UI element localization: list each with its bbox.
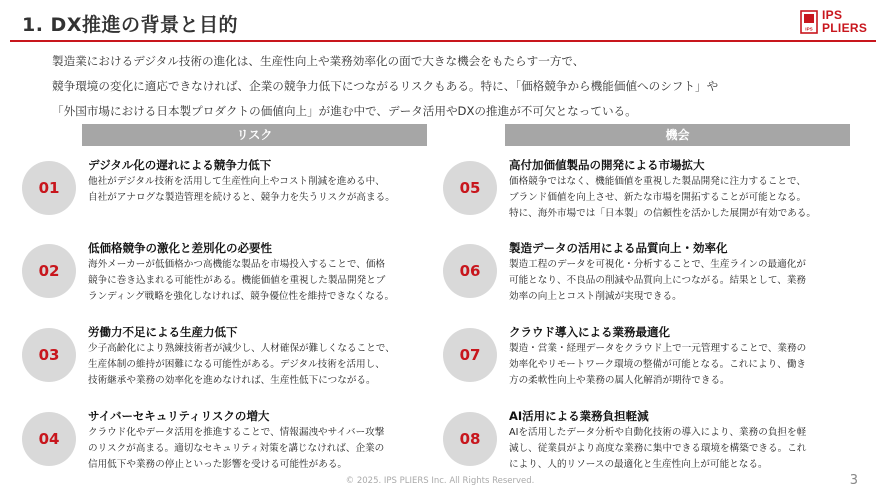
- item-description: [88, 257, 430, 305]
- item-heading: クラウド導入による業務最適化: [509, 325, 670, 339]
- svg-text:IPS: IPS: [805, 26, 813, 32]
- number-badge: 06: [443, 244, 497, 298]
- description-line: 少子高齢化により熟練技術者が減少し、人材確保が難しくなることで、: [88, 343, 395, 354]
- description-line: 効率化やリモートワーク環境の整備が可能となる。これにより、働き: [509, 359, 807, 370]
- opportunity-item: [443, 240, 833, 320]
- item-description: [509, 174, 851, 222]
- number-badge: 01: [22, 161, 76, 215]
- opportunity-column-header: 機会: [505, 124, 850, 146]
- description-line: 製造工程のデータを可視化・分析することで、生産ラインの最適化が: [509, 259, 806, 270]
- description-line: 方の柔軟性向上や業務の属人化解消が期待できる。: [509, 375, 730, 386]
- item-heading: 労働力不足による生産力低下: [88, 325, 238, 339]
- item-description: [509, 257, 851, 305]
- description-line: 自社がアナログな製造管理を続けると、競争力を失うリスクが高まる。: [88, 192, 395, 203]
- company-logo: [800, 9, 870, 37]
- page-number: 3: [849, 473, 858, 488]
- description-line: クラウド化やデータ活用を推進することで、情報漏洩やサイバー攻撃: [88, 427, 385, 438]
- description-line: AIを活用したデータ分析や自動化技術の導入により、業務の負担を軽: [509, 427, 807, 438]
- description-line: により、人的リソースの最適化と生産性向上が可能となる。: [509, 459, 768, 470]
- item-heading: デジタル化の遅れによる競争力低下: [88, 158, 272, 172]
- description-line: 海外メーカーが低価格かつ高機能な製品を市場投入することで、価格: [88, 259, 386, 270]
- opportunity-item: [443, 157, 833, 237]
- item-description: [509, 341, 851, 389]
- description-line: 製造・営業・経理データをクラウド上で一元管理することで、業務の: [509, 343, 807, 354]
- item-heading: 高付加価値製品の開発による市場拡大: [509, 158, 705, 172]
- description-line: 生産体制の維持が困難になる可能性がある。デジタル技術を活用し、: [88, 359, 385, 370]
- description-line: 効率の向上とコスト削減が実現できる。: [509, 291, 682, 302]
- page-title: 1. DX推進の背景と目的: [22, 14, 238, 36]
- intro-line: 製造業におけるデジタル技術の進化は、生産性向上や業務効率化の面で大きな機会をもたらす一方で、: [52, 54, 585, 68]
- number-badge: 05: [443, 161, 497, 215]
- number-badge: 02: [22, 244, 76, 298]
- item-heading: AI活用による業務負担軽減: [509, 409, 649, 423]
- title-divider: [10, 40, 876, 42]
- item-description: [88, 174, 430, 206]
- item-description: [88, 341, 430, 389]
- description-line: 減し、従業員がより高度な業務に集中できる環境を構築できる。これ: [509, 443, 807, 454]
- number-badge: 04: [22, 412, 76, 466]
- item-heading: サイバーセキュリティリスクの増大: [88, 409, 270, 423]
- number-badge: 03: [22, 328, 76, 382]
- item-heading: 製造データの活用による品質向上・効率化: [509, 241, 728, 255]
- item-description: [509, 425, 851, 473]
- number-badge: 08: [443, 412, 497, 466]
- description-line: 特に、海外市場では「日本製」の信頼性を活かした展開が有効である。: [509, 208, 816, 219]
- description-line: ランディング戦略を強化しなければ、競争優位性を維持できなくなる。: [88, 291, 395, 302]
- logo-line-2: PLIERS: [822, 21, 868, 35]
- description-line: 技術継承や業務の効率化を進めなければ、生産性低下につながる。: [88, 375, 376, 386]
- risk-item: [22, 157, 412, 237]
- description-line: 価格競争ではなく、機能価値を重視した製品開発に注力することで、: [509, 176, 807, 187]
- description-line: ブランド価値を向上させ、新たな市場を開拓することが可能となる。: [509, 192, 807, 203]
- description-line: 競争に巻き込まれる可能性がある。機能価値を重視した製品開発とブ: [88, 275, 386, 286]
- description-line: 他社がデジタル技術を活用して生産性向上やコスト削減を進める中、: [88, 176, 385, 187]
- logo-mark-icon: [800, 10, 818, 34]
- logo-line-1: IPS: [822, 8, 843, 22]
- description-line: 信用低下や業務の停止といった影響を受ける可能性がある。: [88, 459, 348, 470]
- item-description: [88, 425, 430, 473]
- risk-column-header: リスク: [82, 124, 427, 146]
- intro-line: 「外国市場における日本製プロダクトの価値向上」が進む中で、データ活用やDXの推進が不可欠となっている。: [52, 104, 637, 118]
- item-heading: 低価格競争の激化と差別化の必要性: [88, 241, 272, 255]
- risk-item: [22, 240, 412, 320]
- intro-line: 競争環境の変化に適応できなければ、企業の競争力低下につながるリスクもある。特に、「価格競争から機能価値へのシフト」や: [52, 79, 719, 93]
- risk-item: [22, 324, 412, 404]
- description-line: 可能となり、不良品の削減や品質向上につながる。結果として、業務: [509, 275, 807, 286]
- logo-wordmark: [822, 9, 867, 35]
- opportunity-item: [443, 324, 833, 404]
- description-line: のリスクが高まる。適切なセキュリティ対策を講じなければ、企業の: [88, 443, 385, 454]
- number-badge: 07: [443, 328, 497, 382]
- copyright-footer: © 2025. IPS PLIERS Inc. All Rights Reserved.: [345, 476, 535, 486]
- intro-paragraph: [52, 49, 852, 124]
